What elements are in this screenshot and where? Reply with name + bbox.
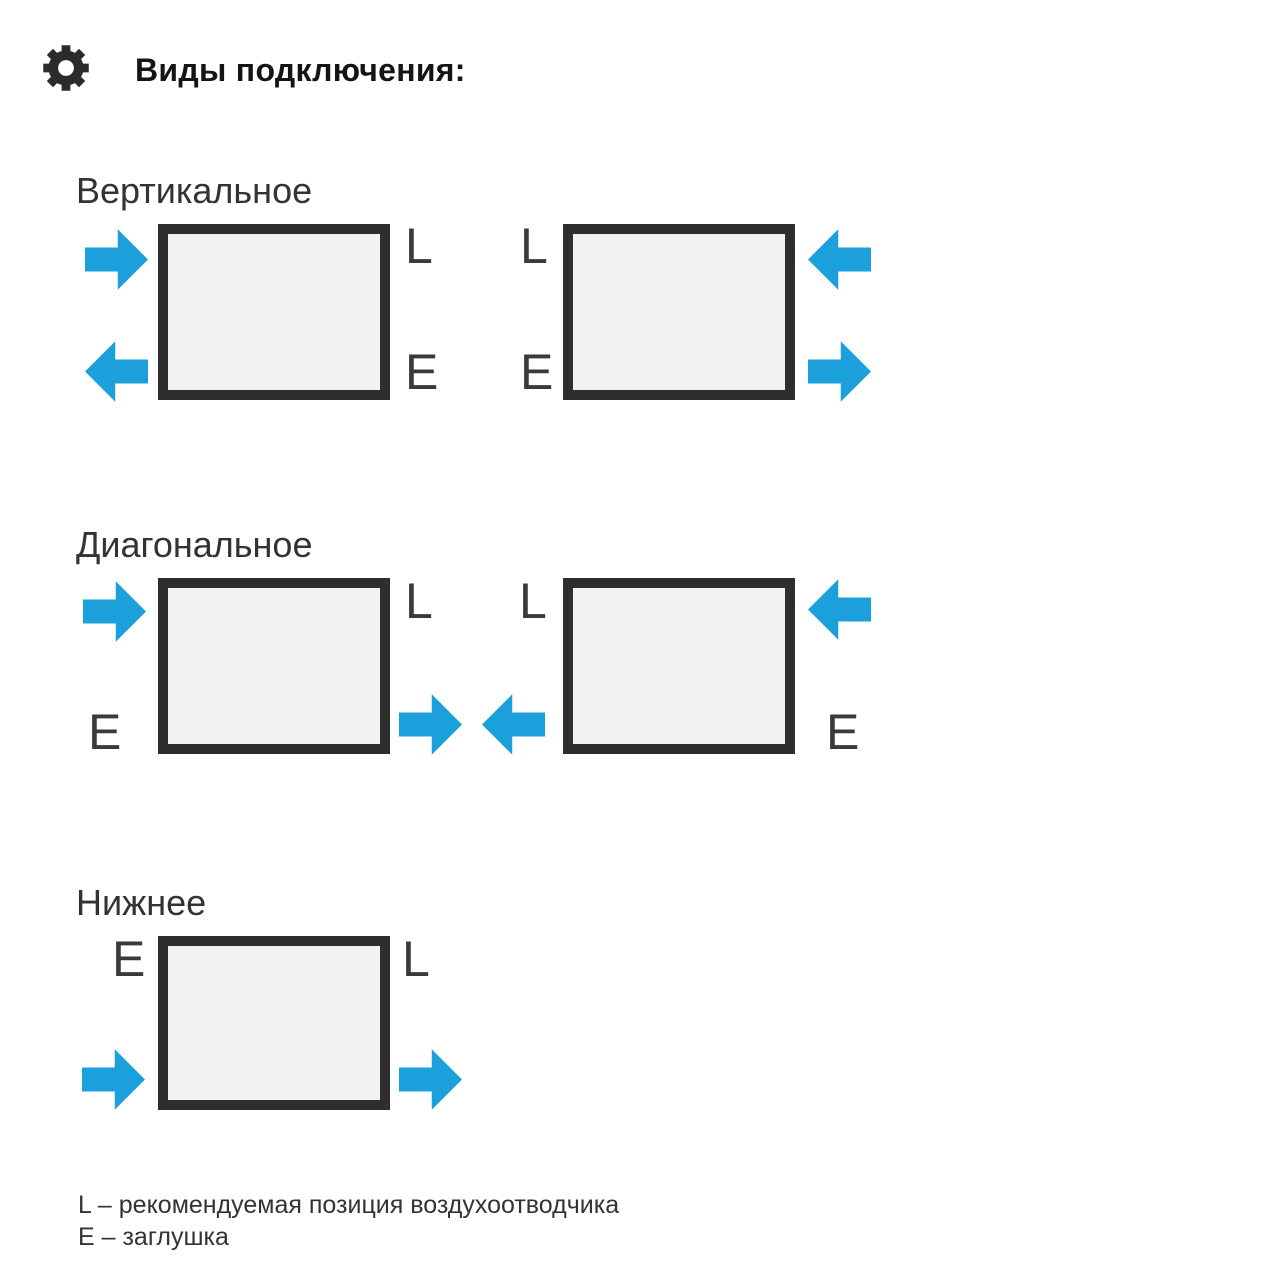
plug-label: E <box>112 931 146 987</box>
gear-icon <box>38 40 94 96</box>
plug-label: E <box>826 704 860 760</box>
plug-label: E <box>88 704 122 760</box>
section-title-diagonal: Диагональное <box>76 524 313 565</box>
radiator-rect <box>158 578 390 754</box>
radiator-rect <box>158 936 390 1110</box>
radiator-rect <box>563 224 795 400</box>
inlet-arrow-icon <box>808 228 871 291</box>
plug-label: E <box>520 344 554 400</box>
plug-label: E <box>405 344 439 400</box>
section-title-vertical: Вертикальное <box>76 170 313 211</box>
legend-line-vent: L – рекомендуемая позиция воздухоотводчика <box>78 1191 620 1219</box>
radiator-rect <box>563 578 795 754</box>
page-title: Виды подключения: <box>135 52 466 88</box>
inlet-arrow-icon <box>808 578 871 641</box>
vent-label: L <box>405 218 433 274</box>
inlet-arrow-icon <box>82 1048 145 1111</box>
section-title-bottom: Нижнее <box>76 882 207 923</box>
vent-label: L <box>520 218 548 274</box>
vent-label: L <box>519 573 547 629</box>
outlet-arrow-icon <box>482 693 545 756</box>
vent-label: L <box>402 931 430 987</box>
legend-line-plug: E – заглушка <box>78 1223 229 1251</box>
inlet-arrow-icon <box>83 580 146 643</box>
inlet-arrow-icon <box>85 228 148 291</box>
outlet-arrow-icon <box>399 693 462 756</box>
outlet-arrow-icon <box>85 340 148 403</box>
radiator-rect <box>158 224 390 400</box>
vent-label: L <box>405 573 433 629</box>
outlet-arrow-icon <box>399 1048 462 1111</box>
outlet-arrow-icon <box>808 340 871 403</box>
